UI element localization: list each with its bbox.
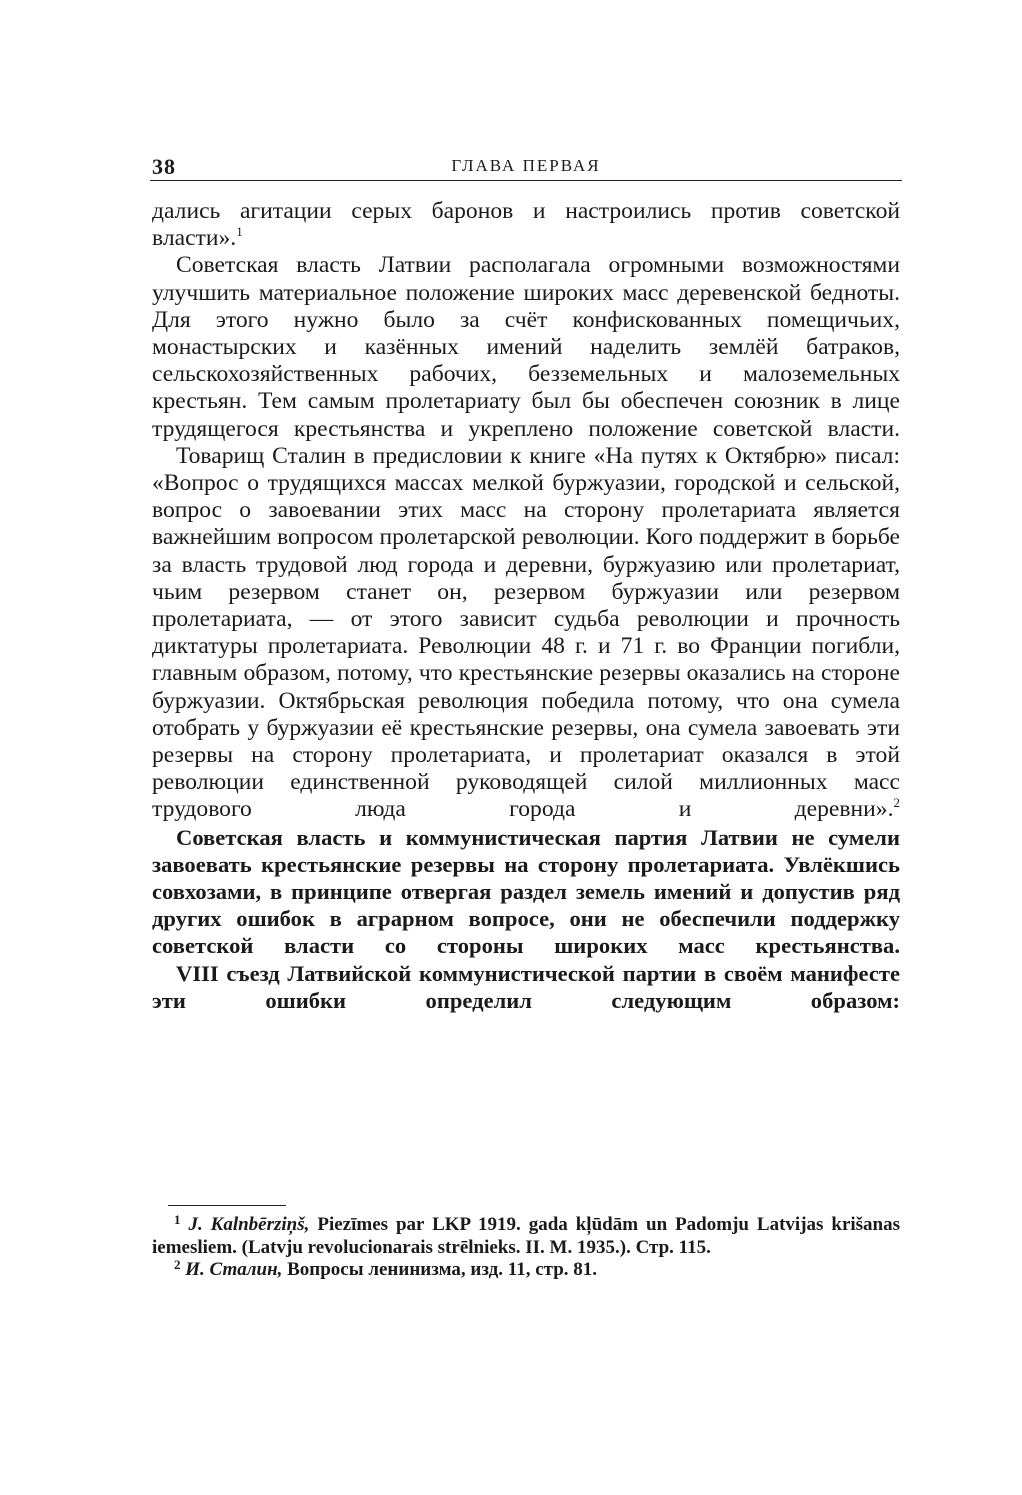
footnote-1-author: J. Kalnbērziņš, — [188, 1214, 310, 1235]
paragraph-2: Советская власть Латвии располагала огромными возможностями улучшить материальное положение широких масс деревенской бедноты. Для этого нужно было за счёт конфискованных помещичьих, монастырских и казённых имений наделить землёй батраков, сельскохозяйственных рабочих, безземельных и малоземельных крестьян. Тем самым пролетариату был бы обеспечен союзник в лице трудящегося крестьянства и укреплено положение советской власти. — [152, 252, 900, 442]
paragraph-1 — [152, 198, 900, 252]
page-header — [150, 150, 902, 181]
footnote-2-author: И. Сталин, — [185, 1259, 283, 1280]
running-head: ГЛАВА ПЕРВАЯ — [451, 156, 601, 175]
paragraph-3-text: Товарищ Сталин в предисловии к книге «На путях к Октябрю» писал: «Вопрос о трудящихся массах мелкой буржуазии, городской и сельской, вопрос о завоевании этих масс на сторону пролетариата является важнейшим вопросом пролетарской революции. Кого поддержит в борьбе за власть трудовой люд города и деревни, буржуазию или пролетариат, чьим резервом станет он, резервом буржуазии или резервом пролетариата, — от этого зависит судьба революции и прочность диктатуры пролетариата. Революции 48 г. и 71 г. во Франции погибли, главным образом, потому, что крестьянские резервы оказались на стороне буржуазии. Октябрьская революция победила потому, что она сумела отобрать у буржуазии её крестьянские резервы, она сумела завоевать эти резервы на сторону пролетариата, и пролетариат оказался в этой революции единственной руководящей силой миллионных масс трудового люда города и деревни». — [152, 442, 900, 823]
footnote-2-text: Вопросы ленинизма, изд. 11, стр. 81. — [282, 1259, 598, 1280]
footnote-1-marker: 1 — [174, 1212, 181, 1227]
footnote-divider — [168, 1205, 286, 1206]
footnote-ref-1: 1 — [236, 224, 243, 240]
paragraph-1-text: дались агитации серых баронов и настроились против советской власти». — [152, 198, 900, 252]
footnote-1-text: Piezīmes par LKP 1919. gada kļūdām un Padomju Latvijas krišanas iemesliem. (Latvju revolucionarais strēlnieks. II. M. 1935.). Стр. 115. — [152, 1214, 901, 1258]
footnote-2 — [152, 1259, 900, 1282]
page-number: 38 — [152, 154, 176, 179]
paragraph-4: Советская власть и коммунистическая партия Латвии не сумели завоевать крестьянские резервы на сторону пролетариата. Увлёкшись совхозами, в принципе отвергая раздел земель имений и допустив ряд других ошибок в аграрном вопросе, они не обеспечили поддержку советской власти со стороны широких масс крестьянства. — [152, 824, 900, 959]
footnote-ref-2: 2 — [893, 795, 900, 811]
footnotes — [152, 1214, 900, 1282]
body-text — [152, 198, 900, 1014]
paragraph-5: VIII съезд Латвийской коммунистической партии в своём манифесте эти ошибки определил следующим образом: — [152, 960, 900, 1013]
paragraph-3 — [152, 443, 900, 824]
footnote-2-marker: 2 — [174, 1257, 181, 1272]
footnote-1 — [152, 1214, 900, 1259]
